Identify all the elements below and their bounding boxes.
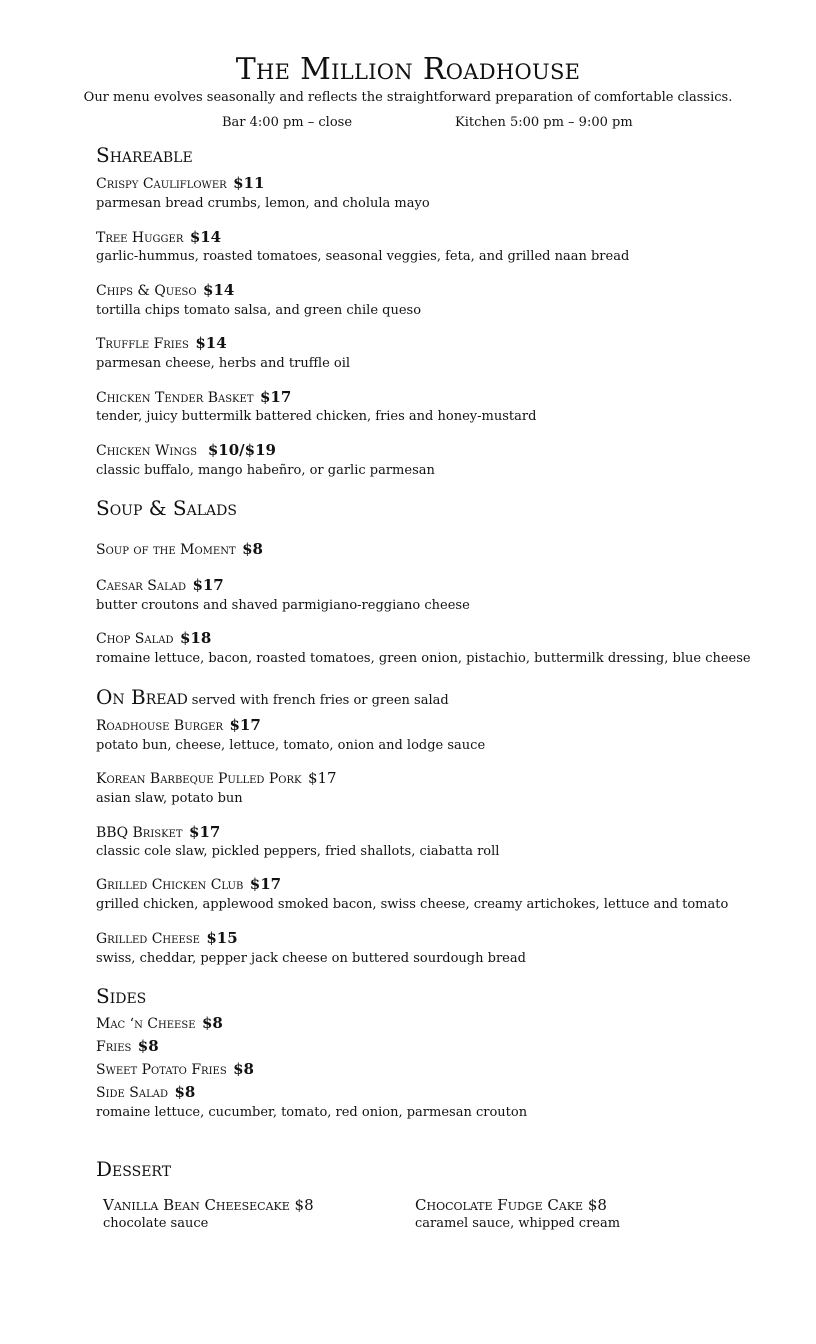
menu-item-name: Mac ‘n Cheese $8 [96,1014,223,1032]
kitchen-hours: Kitchen 5:00 pm – 9:00 pm [455,115,633,130]
menu-item-name: Chocolate Fudge Cake $8 [415,1196,607,1214]
menu-item-price: $14 [203,281,235,299]
menu-item-name: Roadhouse Burger $17 [96,716,261,734]
menu-item-name: Vanilla Bean Cheesecake $8 [103,1196,314,1214]
menu-item-name: Chop Salad $18 [96,629,212,647]
menu-item-price: $8 [242,540,263,558]
menu-item-name: Sweet Potato Fries $8 [96,1060,254,1078]
menu-item-description: tortilla chips tomato salsa, and green chile queso [96,303,422,318]
menu-tagline: Our menu evolves seasonally and reflects the straightforward preparation of comfortable classics. [83,90,733,105]
page-title: The Million Roadhouse [235,52,581,87]
menu-item-price: $8 [201,1014,223,1032]
bar-hours: Bar 4:00 pm – close [222,115,353,130]
menu-item-price: $8 [137,1037,159,1055]
menu-item-name: Caesar Salad $17 [96,576,224,594]
menu-item-description: parmesan cheese, herbs and truffle oil [96,356,351,371]
menu-item-price: $8 [587,1196,607,1214]
menu-item-description: romaine lettuce, cucumber, tomato, red onion, parmesan crouton [96,1105,528,1120]
menu-item-price: $8 [233,1060,254,1078]
menu-item-price: $14 [189,228,222,246]
menu-item-description: garlic-hummus, roasted tomatoes, seasonal veggies, feta, and grilled naan bread [96,249,630,264]
dessert-item [103,1195,314,1233]
menu-item-price: $15 [206,929,238,947]
section-heading-dessert: Dessert [96,1157,172,1181]
menu-item-description: asian slaw, potato bun [96,791,243,806]
menu-item-name: Chips & Queso $14 [96,281,235,299]
menu-item-description: butter croutons and shaved parmigiano-reggiano cheese [96,598,470,613]
menu-item-description: romaine lettuce, bacon, roasted tomatoes, green onion, pistachio, buttermilk dressing, blue cheese [96,651,751,666]
section-heading-soup-salads: Soup & Salads [96,496,237,520]
menu-item-name: Truffle Fries $14 [96,334,227,352]
menu-item-price: $17 [229,716,261,734]
menu-item-name: Grilled Cheese $15 [96,929,238,947]
menu-item-name: Chicken Tender Basket $17 [96,388,292,406]
section-heading-sides: Sides [96,984,147,1008]
menu-item-name: Tree Hugger $14 [96,228,222,246]
menu-item-name: Grilled Chicken Club $17 [96,875,282,893]
menu-item-name: BBQ Brisket $17 [96,823,221,841]
menu-item-price: $14 [195,334,227,352]
menu-item-name: Fries $8 [96,1037,159,1055]
menu-item-description: chocolate sauce [103,1216,209,1231]
menu-item-name: Side Salad $8 [96,1083,196,1101]
menu-item-name: Korean Barbeque Pulled Pork $17 [96,769,337,787]
menu-item-description: caramel sauce, whipped cream [415,1216,621,1231]
menu-item-price: $8 [174,1083,196,1101]
menu-item-price: $17 [189,823,221,841]
menu-item-price: $17 [307,769,337,787]
menu-item-description: parmesan bread crumbs, lemon, and cholula mayo [96,196,430,211]
menu-item-description: tender, juicy buttermilk battered chicken, fries and honey-mustard [96,409,537,424]
menu-item-price: $18 [179,629,212,647]
section-heading-shareable: Shareable [96,143,193,167]
menu-item-price: $17 [192,576,224,594]
menu-item-price: $17 [249,875,282,893]
menu-item-description: classic cole slaw, pickled peppers, fried shallots, ciabatta roll [96,844,500,859]
section-heading-on-bread: On Bread served with french fries or green salad [96,685,449,709]
menu-item-name: Crispy Cauliflower $11 [96,174,265,192]
menu-item-price: $10/$19 [207,441,276,459]
menu-item-price: $8 [294,1196,314,1214]
menu-item-description: grilled chicken, applewood smoked bacon, swiss cheese, creamy artichokes, lettuce and tomato [96,897,729,912]
section-note: served with french fries or green salad [191,693,449,708]
menu-item-name: Chicken Wings $10/$19 [96,441,276,459]
menu-item-price: $17 [259,388,292,406]
menu-item-description: potato bun, cheese, lettuce, tomato, onion and lodge sauce [96,738,486,753]
menu-item-description: classic buffalo, mango habeñro, or garlic parmesan [96,463,435,478]
menu-item-description: swiss, cheddar, pepper jack cheese on buttered sourdough bread [96,951,526,966]
menu-item-price: $11 [233,174,265,192]
dessert-item [415,1195,620,1233]
menu-item-name: Soup of the Moment $8 [96,540,263,558]
